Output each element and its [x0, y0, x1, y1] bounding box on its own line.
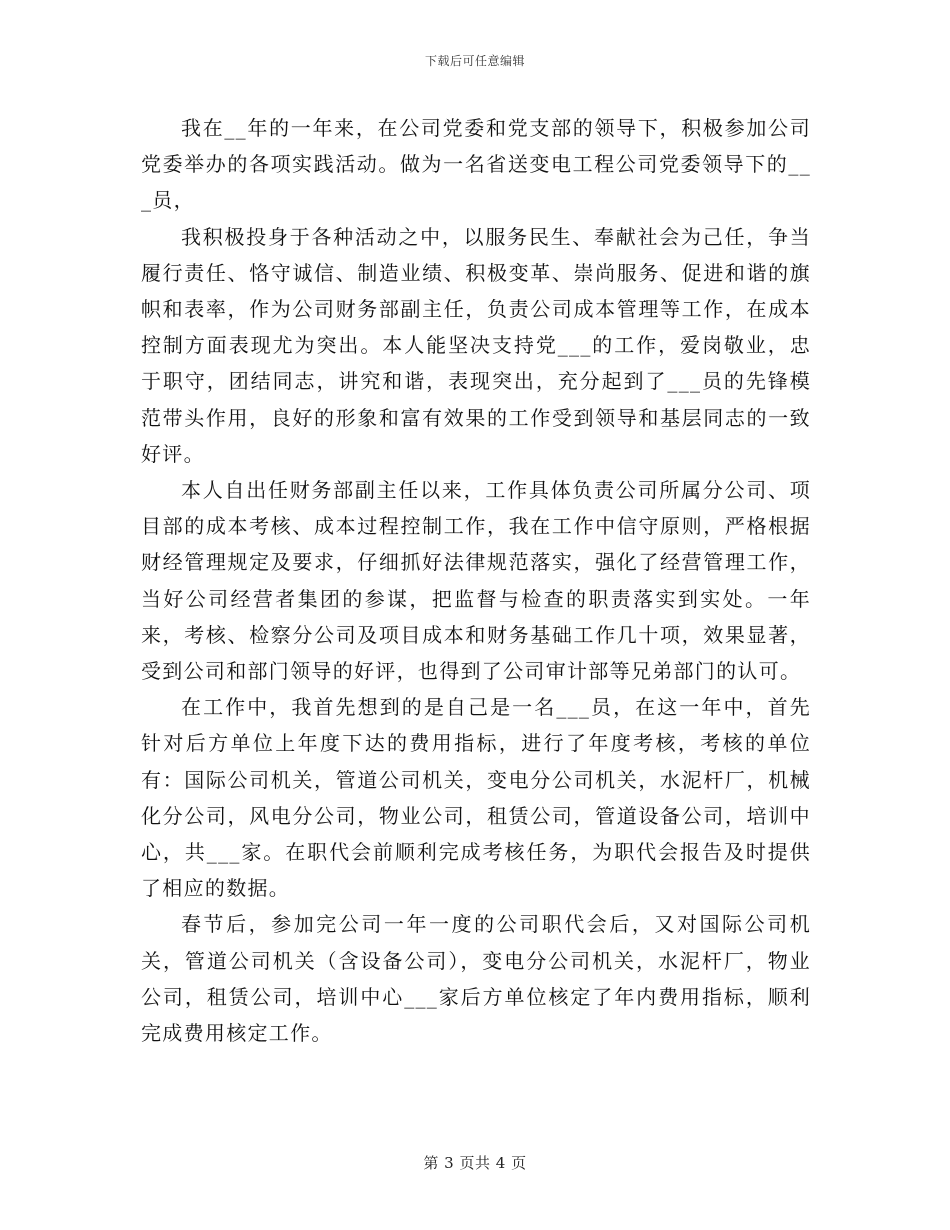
paragraph-1: 我在__年的一年来，在公司党委和党支部的领导下，积极参加公司党委举办的各项实践活动。做为一名省送变电工程公司党委领导下的___员， [141, 116, 811, 213]
page-footer: 第 3 页共 4 页 [423, 1154, 527, 1172]
paragraph-2: 我积极投身于各种活动之中，以服务民生、奉献社会为己任，争当履行责任、恪守诚信、制造业绩、积极变革、崇尚服务、促进和谐的旗帜和表率，作为公司财务部副主任，负责公司成本管理等工作，在成本控制方面表现尤为突出。本人能坚决支持党___的工作，爱岗敬业，忠于职守，团结同志，讲究和谐，表现突出，充分起到了___员的先锋模范带头作用，良好的形象和富有效果的工作受到领导和基层同志的一致好评。 [141, 224, 811, 466]
paragraph-5: 春节后，参加完公司一年一度的公司职代会后，又对国际公司机关，管道公司机关（含设备公司），变电分公司机关，水泥杆厂，物业公司，租赁公司，培训中心___家后方单位核定了年内费用指标，顺利完成费用核定工作。 [141, 912, 811, 1046]
paragraph-4: 在工作中，我首先想到的是自己是一名___员，在这一年中，首先针对后方单位上年度下达的费用指标，进行了年度考核，考核的单位有：国际公司机关，管道公司机关，变电分公司机关，水泥杆厂，机械化分公司，风电分公司，物业公司，租赁公司，管道设备公司，培训中心，共___家。在职代会前顺利完成考核任务，为职代会报告及时提供了相应的数据。 [141, 695, 811, 901]
page-header: 下载后可任意编辑 [424, 54, 525, 68]
document-body [141, 110, 811, 1051]
paragraph-3: 本人自出任财务部副主任以来，工作具体负责公司所属分公司、项目部的成本考核、成本过程控制工作，我在工作中信守原则，严格根据财经管理规定及要求，仔细抓好法律规范落实，强化了经营管理工作，当好公司经营者集团的参谋，把监督与检查的职责落实到实处。一年来，考核、检察分公司及项目成本和财务基础工作几十项，效果显著，受到公司和部门领导的好评，也得到了公司审计部等兄弟部门的认可。 [141, 478, 811, 684]
